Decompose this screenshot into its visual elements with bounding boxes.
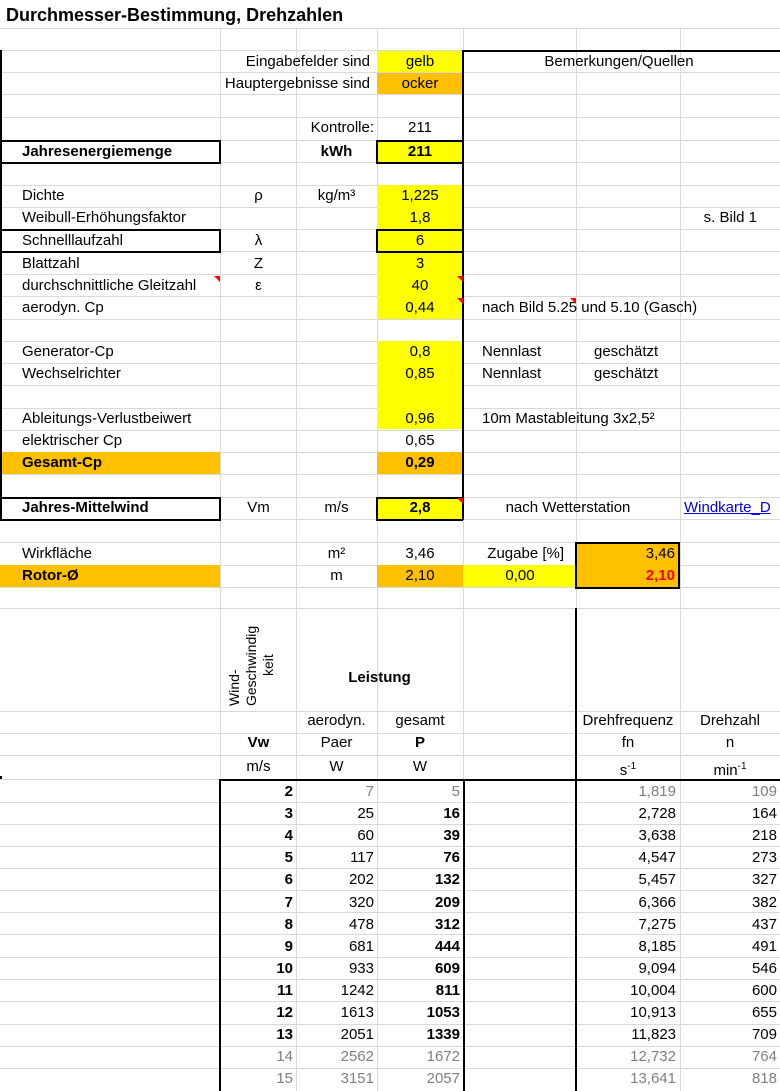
paer-header: Paer	[320, 734, 353, 751]
comment-flag	[457, 498, 463, 504]
table-cell-paer: 320	[348, 893, 374, 911]
grid-row-line	[0, 979, 780, 980]
weibull-note: s. Bild 1	[703, 209, 757, 226]
table-cell-n: 327	[751, 871, 777, 889]
table-cell-fn: 10,913	[630, 1004, 676, 1021]
grid-row-line	[0, 755, 780, 756]
table-cell-n: 109	[751, 783, 777, 800]
table-cell-paer: 2562	[340, 1048, 374, 1066]
cp-label: aerodyn. Cp	[22, 299, 104, 316]
dichte-value[interactable]: 1,225	[401, 187, 439, 204]
wind-header-line1: Wind-	[226, 669, 242, 706]
n-header: n	[725, 734, 735, 751]
mittelwind-symbol: Vm	[247, 499, 270, 516]
table-cell-vw: 15	[276, 1070, 293, 1088]
mittelwind-note: nach Wetterstation	[505, 499, 631, 516]
table-cell-p: 444	[434, 937, 460, 955]
table-cell-vw: 5	[284, 849, 293, 867]
table-cell-paer: 60	[357, 827, 374, 845]
table-cell-fn: 7,275	[638, 915, 676, 933]
grid-row-line	[0, 28, 780, 29]
comment-flag	[457, 298, 463, 304]
legend-input-value: gelb	[405, 53, 435, 70]
dichte-label: Dichte	[22, 187, 65, 204]
grid-row-line	[0, 319, 780, 320]
table-cell-fn: 4,547	[638, 849, 676, 867]
fn-header: fn	[621, 734, 635, 751]
wechselrichter-value[interactable]: 0,85	[405, 365, 435, 382]
wechselrichter-note2: geschätzt	[594, 365, 659, 382]
gesamt-label: Gesamt-Cp	[22, 454, 103, 471]
generator-note1: Nennlast	[482, 343, 542, 360]
gesamt-header: gesamt	[395, 712, 445, 729]
jahresenergie-value[interactable]: 211	[407, 143, 433, 160]
vw-header: Vw	[247, 734, 270, 751]
table-cell-p: 132	[434, 871, 460, 889]
table-cell-p: 312	[434, 915, 460, 933]
jahresenergie-label: Jahresenergiemenge	[22, 143, 173, 160]
ableitung-label: Ableitungs-Verlustbeiwert	[22, 410, 192, 427]
table-cell-vw: 12	[276, 1004, 293, 1021]
table-cell-p: 1339	[426, 1026, 460, 1044]
rotor-label: Rotor-Ø	[22, 567, 79, 584]
sheet-title: Durchmesser-Bestimmung, Drehzahlen	[6, 5, 344, 25]
blattzahl-label: Blattzahl	[22, 255, 80, 272]
table-cell-fn: 1,819	[638, 783, 676, 800]
wirkflaeche-result: 3,46	[645, 545, 675, 562]
table-cell-fn: 11,823	[631, 1026, 676, 1044]
table-cell-paer: 478	[348, 915, 374, 933]
aero-header: aerodyn.	[307, 712, 366, 729]
rotor-result: 2,10	[645, 567, 675, 584]
rotor-value: 2,10	[405, 567, 435, 584]
leistung-header: Leistung	[348, 669, 411, 686]
vw-unit: m/s	[246, 758, 271, 775]
table-cell-n: 273	[751, 849, 777, 867]
table-cell-vw: 8	[284, 915, 293, 933]
wind-header-line3: keit	[260, 654, 276, 676]
wirkflaeche-unit: m²	[327, 545, 346, 562]
table-cell-n: 546	[751, 959, 777, 977]
table-cell-paer: 1613	[340, 1004, 374, 1021]
comment-flag	[457, 276, 463, 282]
table-cell-p: 76	[443, 849, 460, 867]
table-cell-paer: 25	[357, 805, 374, 823]
wechselrichter-label: Wechselrichter	[22, 365, 121, 382]
mittelwind-value[interactable]: 2,8	[409, 499, 431, 516]
table-cell-paer: 933	[348, 959, 374, 977]
table-cell-paer: 3151	[340, 1070, 374, 1088]
kontrolle-label: Kontrolle:	[310, 119, 374, 136]
grid-row-line	[0, 474, 780, 475]
table-cell-p: 209	[434, 893, 460, 911]
table-cell-n: 764	[751, 1048, 777, 1066]
table-cell-fn: 8,185	[638, 937, 676, 955]
zugabe-value[interactable]: 0,00	[505, 567, 535, 584]
windkarte-link[interactable]: Windkarte_D	[684, 499, 771, 516]
wirkflaeche-label: Wirkfläche	[22, 545, 93, 562]
gleitzahl-label: durchschnittliche Gleitzahl	[22, 277, 197, 294]
table-cell-n: 382	[751, 893, 777, 911]
schnelllauf-value[interactable]: 6	[415, 232, 425, 249]
table-cell-n: 818	[751, 1070, 777, 1088]
table-cell-fn: 10,004	[630, 981, 676, 999]
generator-value[interactable]: 0,8	[409, 343, 431, 360]
table-cell-vw: 13	[276, 1026, 293, 1044]
table-cell-p: 39	[443, 827, 460, 845]
table-cell-vw: 11	[277, 981, 293, 999]
legend-result-label: Hauptergebnisse sind	[224, 75, 370, 92]
ableitung-note: 10m Mastableitung 3x2,5²	[482, 410, 655, 427]
mittelwind-unit: m/s	[324, 499, 349, 516]
schnelllauf-label: Schnelllaufzahl	[22, 232, 123, 249]
table-cell-paer: 681	[348, 937, 374, 955]
table-cell-n: 655	[751, 1004, 777, 1021]
kontrolle-value: 211	[408, 119, 432, 136]
ableitung-value[interactable]: 0,96	[405, 410, 435, 427]
legend-input-label: Eingabefelder sind	[245, 53, 370, 70]
blattzahl-symbol: Z	[253, 255, 264, 272]
weibull-value[interactable]: 1,8	[409, 209, 431, 226]
table-cell-p: 5	[451, 783, 460, 800]
generator-note2: geschätzt	[594, 343, 659, 360]
mittelwind-label: Jahres-Mittelwind	[22, 499, 149, 516]
weibull-label: Weibull-Erhöhungsfaktor	[22, 209, 186, 226]
grid-row-line	[0, 824, 780, 825]
table-cell-fn: 5,457	[638, 871, 676, 889]
table-cell-paer: 202	[348, 871, 374, 889]
freq-header: Drehfrequenz	[582, 712, 674, 729]
legend-result-value: ocker	[401, 75, 439, 92]
dichte-unit: kg/m³	[317, 187, 356, 204]
zugabe-label: Zugabe [%]	[487, 545, 564, 562]
generator-label: Generator-Cp	[22, 343, 114, 360]
cp-value[interactable]: 0,44	[405, 299, 435, 316]
table-cell-vw: 14	[276, 1048, 293, 1066]
table-cell-p: 1053	[426, 1004, 460, 1021]
gleitzahl-symbol: ε	[255, 277, 262, 294]
rotor-unit: m	[330, 567, 343, 584]
blattzahl-value[interactable]: 3	[415, 255, 425, 272]
table-cell-p: 811	[435, 981, 460, 999]
wirkflaeche-value: 3,46	[405, 545, 435, 562]
grid-row-line	[0, 802, 780, 803]
n-unit: $\min^{-1}$	[713, 761, 747, 779]
grid-row-line	[0, 1001, 780, 1002]
cp-note: nach Bild 5.25 und 5.10 (Gasch)	[482, 299, 698, 316]
comment-flag	[214, 276, 220, 282]
table-cell-n: 437	[751, 915, 777, 933]
gesamt-value: 0,29	[405, 454, 435, 471]
table-cell-vw: 7	[284, 893, 293, 911]
schnelllauf-symbol: λ	[254, 232, 263, 249]
fn-unit: $s^{-1}$	[619, 761, 637, 779]
table-cell-vw: 6	[284, 871, 293, 889]
table-cell-paer: 2051	[340, 1026, 374, 1044]
p-header: P	[414, 734, 425, 751]
wechselrichter-note1: Nennlast	[482, 365, 542, 382]
jahresenergie-unit: kWh	[320, 143, 353, 160]
table-cell-vw: 2	[284, 783, 293, 800]
remarks-header: Bemerkungen/Quellen	[544, 53, 694, 70]
table-cell-fn: 12,732	[630, 1048, 676, 1066]
table-cell-fn: 2,728	[638, 805, 676, 823]
drehzahl-header: Drehzahl	[699, 712, 761, 729]
grid-row-line	[0, 608, 780, 609]
dichte-symbol: ρ	[254, 187, 263, 204]
table-cell-vw: 10	[276, 959, 293, 977]
paer-unit: W	[329, 758, 344, 775]
table-cell-vw: 9	[284, 937, 293, 955]
table-cell-fn: 6,366	[638, 893, 676, 911]
table-cell-n: 218	[751, 827, 777, 845]
table-cell-p: 1672	[426, 1048, 460, 1066]
table-cell-n: 600	[751, 981, 777, 999]
table-cell-paer: 7	[365, 783, 374, 800]
table-cell-paer: 117	[350, 849, 374, 867]
gleitzahl-value[interactable]: 40	[411, 277, 429, 294]
table-cell-p: 609	[434, 959, 460, 977]
table-cell-n: 709	[751, 1026, 777, 1044]
p-unit: W	[412, 758, 428, 775]
table-cell-p: 16	[443, 805, 460, 823]
table-cell-fn: 13,641	[630, 1070, 676, 1088]
table-cell-n: 491	[751, 937, 777, 955]
comment-flag	[570, 298, 576, 304]
table-cell-p: 2057	[426, 1070, 460, 1088]
table-cell-fn: 9,094	[638, 959, 676, 977]
table-cell-n: 164	[751, 805, 777, 823]
wind-header-line2: Geschwindig	[243, 625, 259, 706]
elektrisch-value: 0,65	[405, 432, 435, 449]
grid-row-line	[0, 94, 780, 95]
table-cell-fn: 3,638	[638, 827, 676, 845]
elektrisch-label: elektrischer Cp	[22, 432, 123, 449]
table-cell-vw: 3	[284, 805, 293, 823]
table-cell-paer: 1242	[340, 981, 374, 999]
table-cell-vw: 4	[284, 827, 293, 845]
